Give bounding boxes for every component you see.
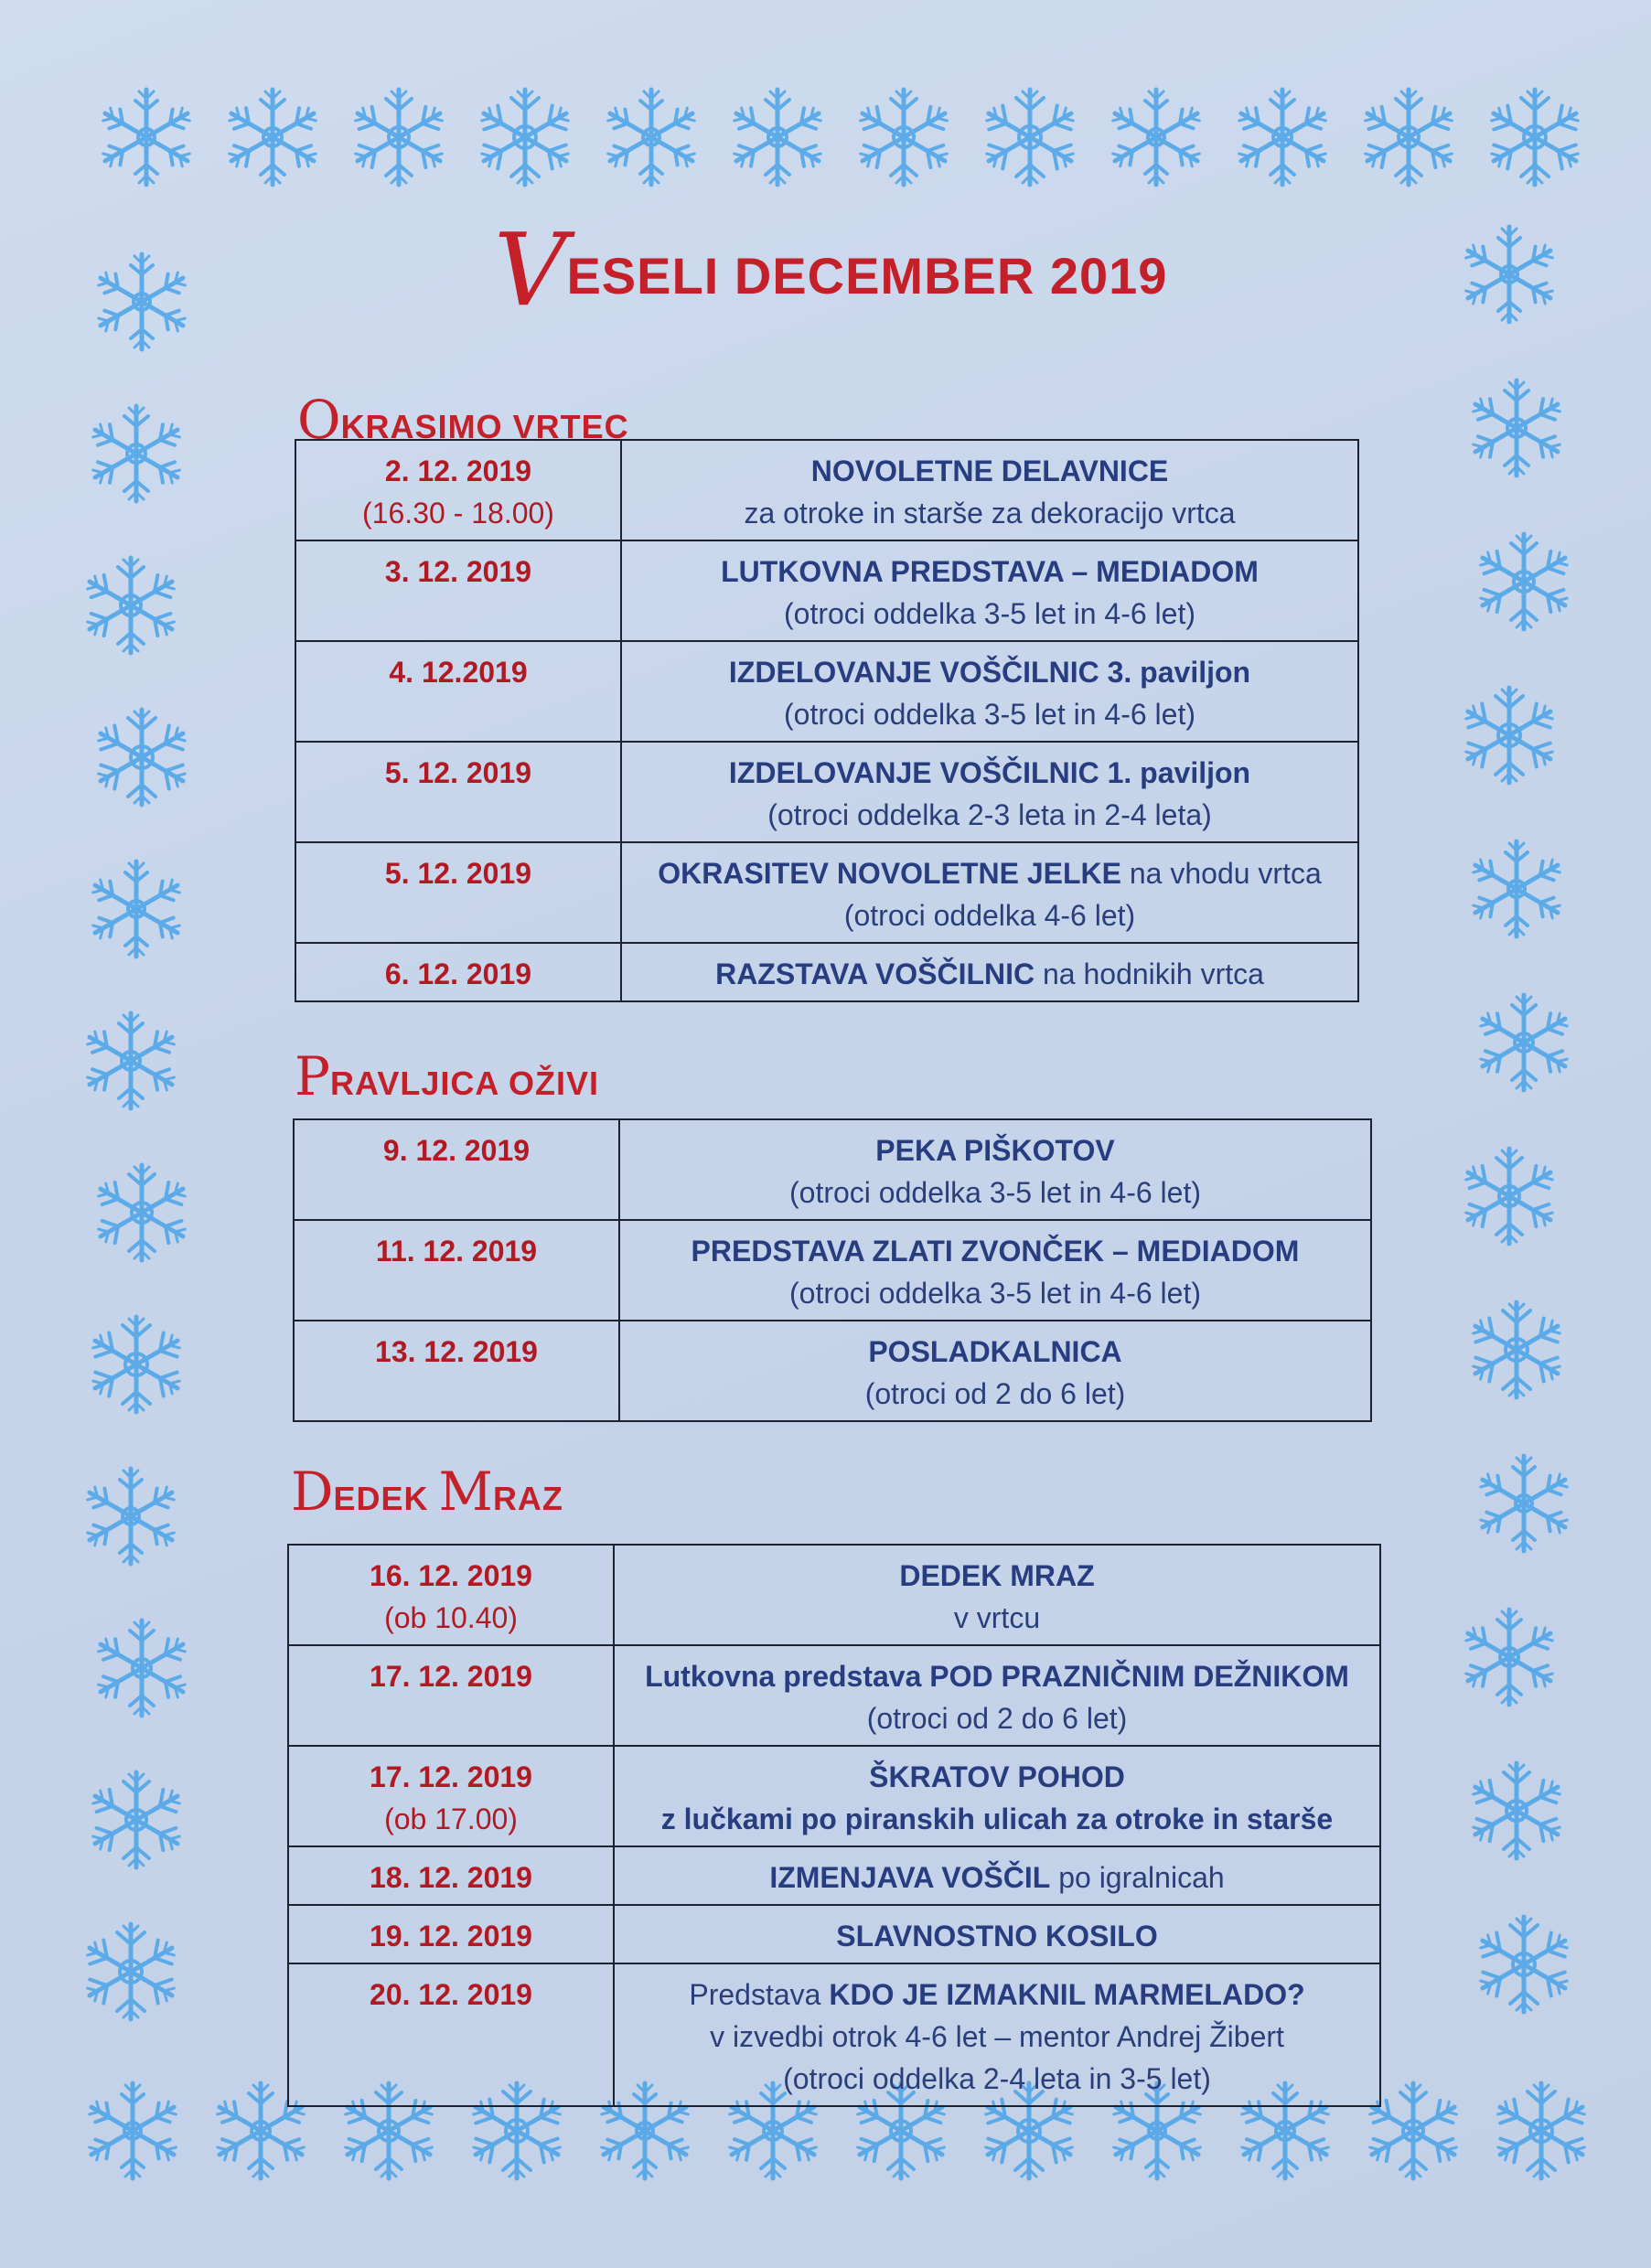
snowflake-icon bbox=[87, 1158, 197, 1268]
snowflake-icon bbox=[344, 82, 454, 192]
date: 18. 12. 2019 bbox=[370, 1861, 532, 1894]
event-title: SLAVNOSTNO KOSILO bbox=[836, 1920, 1158, 1952]
event-prefix: Lutkovna predstava bbox=[645, 1660, 930, 1693]
event-title: POSLADKALNICA bbox=[868, 1335, 1122, 1368]
event-suffix: na vhodu vrtca bbox=[1120, 857, 1322, 890]
snowflake-icon bbox=[1462, 1295, 1571, 1405]
table-row bbox=[288, 1746, 1380, 1846]
event-detail: (otroci oddelka 2-3 leta in 2-4 leta) bbox=[767, 798, 1212, 831]
table-row bbox=[295, 842, 1358, 943]
event-cell bbox=[614, 1846, 1380, 1905]
table-row bbox=[288, 1645, 1380, 1746]
event-cell bbox=[621, 641, 1358, 742]
event-title: IZDELOVANJE VOŠČILNIC 3. paviljon bbox=[728, 656, 1251, 689]
date: 11. 12. 2019 bbox=[375, 1235, 538, 1268]
snowflake-icon bbox=[1454, 1602, 1564, 1712]
section-initial: D bbox=[291, 1460, 334, 1523]
date-cell bbox=[288, 1746, 614, 1846]
title-initial: V bbox=[494, 211, 567, 328]
snowflake-icon bbox=[78, 2076, 188, 2186]
snowflake-icon bbox=[1228, 82, 1337, 192]
time: (16.30 - 18.00) bbox=[362, 497, 554, 530]
date-cell bbox=[295, 440, 621, 540]
table-row bbox=[288, 1963, 1380, 2106]
event-detail: (otroci oddelka 3-5 let in 4-6 let) bbox=[789, 1176, 1201, 1209]
event-suffix: na hodnikih vrtca bbox=[1035, 957, 1264, 990]
snowflake-icon bbox=[1469, 527, 1579, 637]
event-detail: (otroci oddelka 3-5 let in 4-6 let) bbox=[784, 698, 1195, 731]
event-cell bbox=[614, 1545, 1380, 1645]
event-detail: (otroci od 2 do 6 let) bbox=[864, 1377, 1126, 1410]
snowflake-icon bbox=[1101, 82, 1211, 192]
table-row bbox=[288, 1846, 1380, 1905]
event-prefix: Predstava bbox=[689, 1978, 830, 2011]
snowflake-icon bbox=[1480, 82, 1590, 192]
snowflake-icon bbox=[1462, 834, 1571, 944]
date: 3. 12. 2019 bbox=[384, 555, 532, 588]
snowflake-icon bbox=[81, 854, 191, 964]
section-initial: O bbox=[297, 389, 341, 451]
event-title: PEKA PIŠKOTOV bbox=[875, 1134, 1115, 1167]
date-cell bbox=[294, 1321, 619, 1421]
event-title: IZDELOVANJE VOŠČILNIC 1. paviljon bbox=[728, 756, 1251, 789]
date-cell bbox=[295, 540, 621, 641]
event-cell bbox=[621, 842, 1358, 943]
snowflake-icon bbox=[723, 82, 832, 192]
event-title: POD PRAZNIČNIM DEŽNIKOM bbox=[929, 1660, 1349, 1693]
date-cell bbox=[295, 641, 621, 742]
date-cell bbox=[288, 1905, 614, 1963]
snowflake-icon bbox=[81, 1765, 191, 1875]
schedule-table-dedek-mraz bbox=[287, 1544, 1381, 2107]
section-rest: RAZ bbox=[492, 1480, 563, 1517]
event-title: PREDSTAVA ZLATI ZVONČEK – MEDIADOM bbox=[691, 1235, 1300, 1268]
page-title bbox=[494, 211, 1168, 328]
table-row bbox=[295, 943, 1358, 1001]
event-title: RAZSTAVA VOŠČILNIC bbox=[715, 957, 1035, 990]
snowflake-icon bbox=[1454, 680, 1564, 790]
snowflake-icon bbox=[76, 1461, 186, 1571]
event-detail: v izvedbi otrok 4-6 let – mentor Andrej Žibert bbox=[710, 2020, 1284, 2053]
snowflake-icon bbox=[1486, 2076, 1596, 2186]
date: 6. 12. 2019 bbox=[384, 957, 532, 990]
snowflake-icon bbox=[470, 82, 580, 192]
table-row bbox=[295, 440, 1358, 540]
date-cell bbox=[288, 1963, 614, 2106]
table-row bbox=[295, 641, 1358, 742]
section-title-pravljica bbox=[295, 1045, 599, 1107]
event-title: LUTKOVNA PREDSTAVA – MEDIADOM bbox=[721, 555, 1259, 588]
snowflake-icon bbox=[1462, 1756, 1571, 1866]
date-cell bbox=[295, 842, 621, 943]
event-detail: (otroci oddelka 4-6 let) bbox=[843, 899, 1136, 932]
event-suffix: po igralnicah bbox=[1050, 1861, 1225, 1894]
date: 19. 12. 2019 bbox=[370, 1920, 532, 1952]
section-title-dedek-mraz bbox=[291, 1460, 563, 1523]
date-cell bbox=[288, 1545, 614, 1645]
date-cell bbox=[288, 1645, 614, 1746]
snowflake-icon bbox=[218, 82, 327, 192]
event-title: ŠKRATOV POHOD bbox=[869, 1760, 1125, 1793]
table-row bbox=[295, 742, 1358, 842]
event-cell bbox=[619, 1119, 1371, 1220]
event-cell bbox=[619, 1321, 1371, 1421]
snowflake-icon bbox=[596, 82, 706, 192]
event-title: IZMENJAVA VOŠČIL bbox=[769, 1861, 1051, 1894]
date-cell bbox=[295, 742, 621, 842]
event-cell bbox=[614, 1645, 1380, 1746]
event-detail: (otroci oddelka 2-4 leta in 3-5 let) bbox=[783, 2062, 1211, 2095]
table-row bbox=[294, 1119, 1371, 1220]
snowflake-icon bbox=[849, 82, 959, 192]
snowflake-icon bbox=[76, 551, 186, 660]
date-cell bbox=[295, 943, 621, 1001]
event-title: KDO JE IZMAKNIL MARMELADO? bbox=[829, 1978, 1305, 2011]
title-text: ESELI DECEMBER 2019 bbox=[566, 247, 1168, 305]
event-detail: (otroci oddelka 3-5 let in 4-6 let) bbox=[789, 1277, 1201, 1310]
snowflake-icon bbox=[1454, 219, 1564, 329]
event-detail: v vrtcu bbox=[953, 1601, 1041, 1634]
date: 20. 12. 2019 bbox=[370, 1978, 532, 2011]
event-cell bbox=[621, 540, 1358, 641]
event-title: DEDEK MRAZ bbox=[899, 1559, 1095, 1592]
event-detail: z lučkami po piranskih ulicah za otroke in starše bbox=[660, 1803, 1334, 1835]
snowflake-icon bbox=[1469, 988, 1579, 1097]
snowflake-icon bbox=[87, 247, 197, 357]
snowflake-icon bbox=[1469, 1910, 1579, 2019]
event-cell bbox=[621, 440, 1358, 540]
schedule-table-okrasimo bbox=[295, 439, 1359, 1002]
section-rest: EDEK bbox=[333, 1480, 439, 1517]
snowflake-icon bbox=[1454, 1141, 1564, 1251]
section-initial: M bbox=[438, 1460, 493, 1523]
date: 5. 12. 2019 bbox=[384, 756, 532, 789]
event-cell bbox=[619, 1220, 1371, 1321]
date: 13. 12. 2019 bbox=[375, 1335, 538, 1368]
event-cell bbox=[621, 742, 1358, 842]
table-row bbox=[294, 1220, 1371, 1321]
event-cell bbox=[621, 943, 1358, 1001]
table-row bbox=[295, 540, 1358, 641]
date: 16. 12. 2019 bbox=[370, 1559, 532, 1592]
table-row bbox=[288, 1905, 1380, 1963]
event-detail: (otroci oddelka 3-5 let in 4-6 let) bbox=[784, 597, 1195, 630]
date: 4. 12.2019 bbox=[389, 656, 528, 689]
snowflake-icon bbox=[76, 1006, 186, 1116]
date-cell bbox=[294, 1220, 619, 1321]
event-detail: za otroke in starše za dekoracijo vrtca bbox=[744, 497, 1236, 530]
date: 9. 12. 2019 bbox=[382, 1134, 531, 1167]
event-title: OKRASITEV NOVOLETNE JELKE bbox=[658, 857, 1121, 890]
event-title: NOVOLETNE DELAVNICE bbox=[810, 455, 1169, 487]
event-cell bbox=[614, 1746, 1380, 1846]
snowflake-icon bbox=[81, 1310, 191, 1419]
section-initial: P bbox=[295, 1045, 331, 1107]
date-cell bbox=[288, 1846, 614, 1905]
section-rest: RAVLJICA OŽIVI bbox=[330, 1064, 600, 1102]
event-cell bbox=[614, 1963, 1380, 2106]
snowflake-icon bbox=[975, 82, 1085, 192]
section-rest: KRASIMO VRTEC bbox=[340, 408, 629, 445]
date: 17. 12. 2019 bbox=[370, 1660, 532, 1693]
event-detail: (otroci od 2 do 6 let) bbox=[866, 1702, 1128, 1735]
snowflake-icon bbox=[1469, 1449, 1579, 1558]
event-cell bbox=[614, 1905, 1380, 1963]
date: 2. 12. 2019 bbox=[384, 455, 532, 487]
snowflake-icon bbox=[1354, 82, 1463, 192]
schedule-table-pravljica bbox=[293, 1118, 1372, 1422]
snowflake-icon bbox=[76, 1917, 186, 2027]
table-row bbox=[294, 1321, 1371, 1421]
snowflake-icon bbox=[87, 1613, 197, 1723]
snowflake-icon bbox=[87, 702, 197, 812]
time: (ob 10.40) bbox=[384, 1601, 518, 1634]
snowflake-icon bbox=[91, 82, 201, 192]
snowflake-icon bbox=[81, 399, 191, 508]
date: 5. 12. 2019 bbox=[384, 857, 532, 890]
snowflake-icon bbox=[1462, 373, 1571, 483]
time: (ob 17.00) bbox=[384, 1803, 518, 1835]
table-row bbox=[288, 1545, 1380, 1645]
date: 17. 12. 2019 bbox=[370, 1760, 532, 1793]
date-cell bbox=[294, 1119, 619, 1220]
